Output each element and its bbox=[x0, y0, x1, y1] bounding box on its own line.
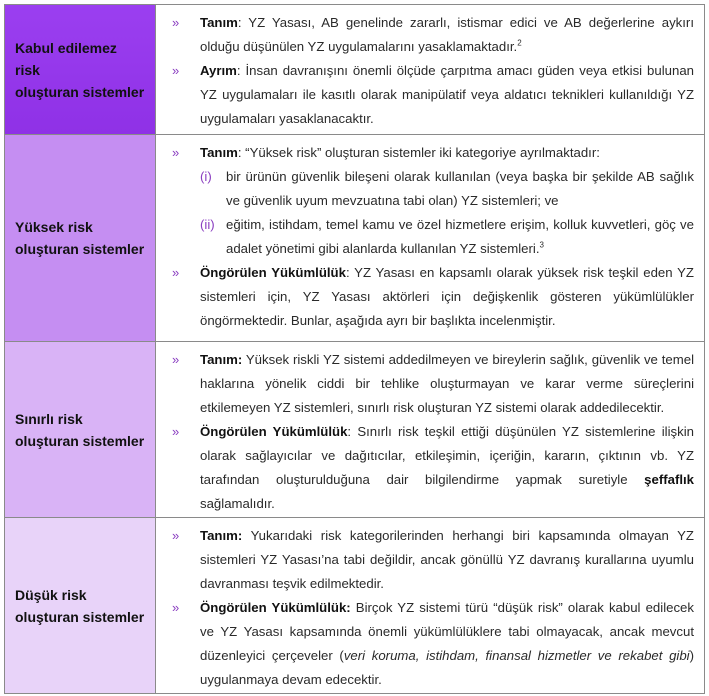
category-label bbox=[5, 135, 156, 341]
bullet-icon: » bbox=[172, 600, 180, 615]
risk-categories-table bbox=[4, 4, 705, 694]
label-line: oluşturan sistemler bbox=[15, 83, 145, 100]
category-label bbox=[5, 5, 156, 134]
row-high-risk bbox=[4, 134, 705, 341]
list-item: » Öngörülen Yükümlülük: Birçok YZ sistemi türü “düşük risk” olarak kabul edilecek ve YZ Yasası kapsamında önemli yükümlülüklere tabi olmayacak, ancak mevcut düzenleyici çerçeveler (veri koruma, istihdam, finansal hizmetler ve rekabet gibi) uygulanmaya devam edecektir. bbox=[172, 596, 694, 692]
list-item: » Tanım: Yüksek riskli YZ sistemi addedilmeyen ve bireylerin sağlık, güvenlik ve temel haklarına yönelik ciddi bir tehlike oluşturmayan ve karar verme süreçlerini etkilemeyen YZ sistemleri, sınırlı risk oluşturan YZ sistemi olarak addedilecektir. bbox=[172, 348, 694, 420]
bullet-icon: » bbox=[172, 352, 180, 367]
bullet-icon: » bbox=[172, 15, 180, 30]
row-low-risk bbox=[4, 517, 705, 694]
label-line: oluşturan sistemler bbox=[15, 241, 145, 257]
label-line: oluşturan sistemler bbox=[15, 432, 145, 449]
footnote-ref: 3 bbox=[539, 240, 544, 250]
category-content bbox=[156, 135, 704, 341]
footnote-ref: 2 bbox=[517, 38, 522, 48]
list-item: » Öngörülen Yükümlülük: Sınırlı risk teşkil ettiği düşünülen YZ sistemlerine ilişkin olarak sağlayıcılar ve dağıtıcılar, etkileşimin, içeriğin, kararın, çıktının vb. YZ tarafından oluşturulduğuna dair bilgilendirme yapmak suretiyle şeffaflık sağlamalıdır. bbox=[172, 420, 694, 516]
list-item: » Tanım: “Yüksek risk” oluşturan sistemler iki kategoriye ayrılmaktadır: bbox=[172, 141, 694, 165]
sub-number: (i) bbox=[200, 169, 212, 184]
sub-item: (ii) eğitim, istihdam, temel kamu ve özel hizmetlere erişim, kolluk kuvvetleri, göç ve adalet yönetimi gibi alanlarda kullanılan YZ sistemleri.$^3$ bbox=[172, 213, 694, 261]
list-item: » Tanım: YZ Yasası, AB genelinde zararlı, istismar edici ve AB değerlerine aykırı olduğu düşünülen YZ uygulamalarını yasaklamaktadır.$^2$ bbox=[172, 11, 694, 59]
label-line: Düşük risk bbox=[15, 586, 87, 603]
list-item: » Tanım: Yukarıdaki risk kategorilerinden herhangi biri kapsamında olmayan YZ sistemleri YZ Yasası’na tabi değildir, ancak gönüllü YZ davranış kurallarına uyumlu davranması teşvik edilmektedir. bbox=[172, 524, 694, 596]
label-line: Yüksek risk bbox=[15, 219, 93, 235]
bullet-icon: » bbox=[172, 63, 180, 78]
label-line: oluşturan sistemler bbox=[15, 608, 145, 625]
bullet-icon: » bbox=[172, 528, 180, 543]
bullet-icon: » bbox=[172, 265, 180, 280]
category-content bbox=[156, 342, 704, 517]
category-label bbox=[5, 342, 156, 517]
bullet-icon: » bbox=[172, 424, 180, 439]
sub-item: (i) bir ürünün güvenlik bileşeni olarak kullanılan (veya başka bir şekilde AB sağlık ve güvenlik uyum mevzuatına tabi olan) YZ sistemleri; ve bbox=[172, 165, 694, 213]
category-label bbox=[5, 518, 156, 693]
category-content bbox=[156, 518, 704, 693]
list-item: » Öngörülen Yükümlülük: YZ Yasası en kapsamlı olarak yüksek risk teşkil eden YZ sistemleri için, YZ Yasası aktörleri için değişkenlik gösteren yükümlülükler öngörmektedir. Bunlar, aşağıda ayrı bir başlıkta incelenmiştir. bbox=[172, 261, 694, 333]
row-limited-risk bbox=[4, 341, 705, 517]
label-line: Kabul edilemez risk bbox=[15, 39, 117, 78]
sub-number: (ii) bbox=[200, 217, 215, 232]
row-unacceptable-risk bbox=[4, 4, 705, 134]
bullet-icon: » bbox=[172, 145, 180, 160]
list-item: » Ayrım: İnsan davranışını önemli ölçüde çarpıtma amacı güden veya etkisi bulunan YZ uygulamaları ile kasıtlı olarak manipülatif veya aldatıcı teknikleri kullanıldığı YZ uygulamaları yasaklanacaktır. bbox=[172, 59, 694, 131]
label-line: Sınırlı risk bbox=[15, 410, 83, 427]
category-content bbox=[156, 5, 704, 134]
